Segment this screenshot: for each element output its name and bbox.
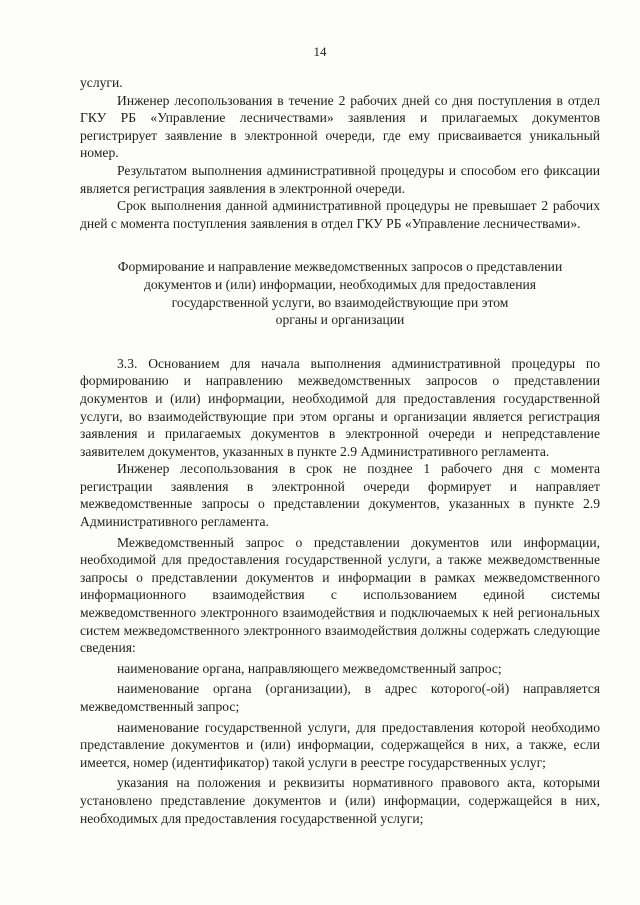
paragraph-continuation: услуги. [80, 75, 123, 90]
heading-line: Формирование и направление межведомственных запросов о представлении [117, 259, 563, 275]
list-item-legal-act: указания на положения и реквизиты нормативного правового акта, которыми установлено представление документов и (или) информации, содержащейся в них, необходимых для предоставления государственной услуги; [80, 775, 600, 826]
paragraph-request-contents: Межведомственный запрос о представлении документов или информации, необходимой для предоставления государственной услуги, а также межведомственные запросы о представлении документов и информации в рамках межведомственного информационного взаимодействия с использованием единой системы межведомственного электронного взаимодействия и подключаемых к ней региональных систем межведомственного электронного взаимодействия должны содержать следующие сведения: [80, 534, 600, 656]
section-heading [80, 258, 600, 328]
list-item-addressee: наименование органа (организации), в адрес которого(-ой) направляется межведомственный запрос; [80, 681, 600, 714]
heading-line: органы и организации [275, 312, 405, 328]
heading-line: государственной услуги, во взаимодействующие при этом [171, 294, 509, 310]
list-item-requesting-body: наименование органа, направляющего межведомственный запрос; [117, 660, 502, 676]
page-number: 14 [313, 44, 327, 59]
paragraph-3-3: 3.3. Основанием для начала выполнения административной процедуры по формированию и направлению межведомственных запросов о представлении документов и (или) информации, необходимой для предоставления государственной услуги, во взаимодействующие при этом органы и организации является регистрация заявления и прилагаемых документов в электронной очереди и непредставление заявителем документов, указанных в пункте 2.9 Административного регламента. [80, 355, 600, 459]
paragraph-registration: Инженер лесопользования в течение 2 рабочих дней со дня поступления в отдел ГКУ РБ «Управление лесничествами» заявления и прилагаемых документов регистрирует заявление в электронной очереди, где ему присваивается уникальный номер. [80, 92, 600, 161]
list-item-service-name: наименование государственной услуги, для предоставления которой необходимо представление документов и (или) информации, содержащейся в них, а также, если имеется, номер (идентификатор) такой услуги в реестре государственных услуг; [80, 719, 600, 770]
document-body [80, 74, 600, 827]
paragraph-result: Результатом выполнения административной процедуры и способом его фиксации является регистрация заявления в электронной очереди. [80, 162, 600, 196]
paragraph-engineer-requests: Инженер лесопользования в срок не позднее 1 рабочего дня с момента регистрации заявления в электронной очереди формирует и направляет межведомственные запросы о представлении документов, указанных в пункте 2.9 Административного регламента. [80, 461, 600, 530]
heading-line: документов и (или) информации, необходимых для предоставления [143, 276, 537, 292]
paragraph-deadline: Срок выполнения данной административной процедуры не превышает 2 рабочих дней с момента поступления заявления в отдел ГКУ РБ «Управление лесничествами». [80, 198, 600, 231]
